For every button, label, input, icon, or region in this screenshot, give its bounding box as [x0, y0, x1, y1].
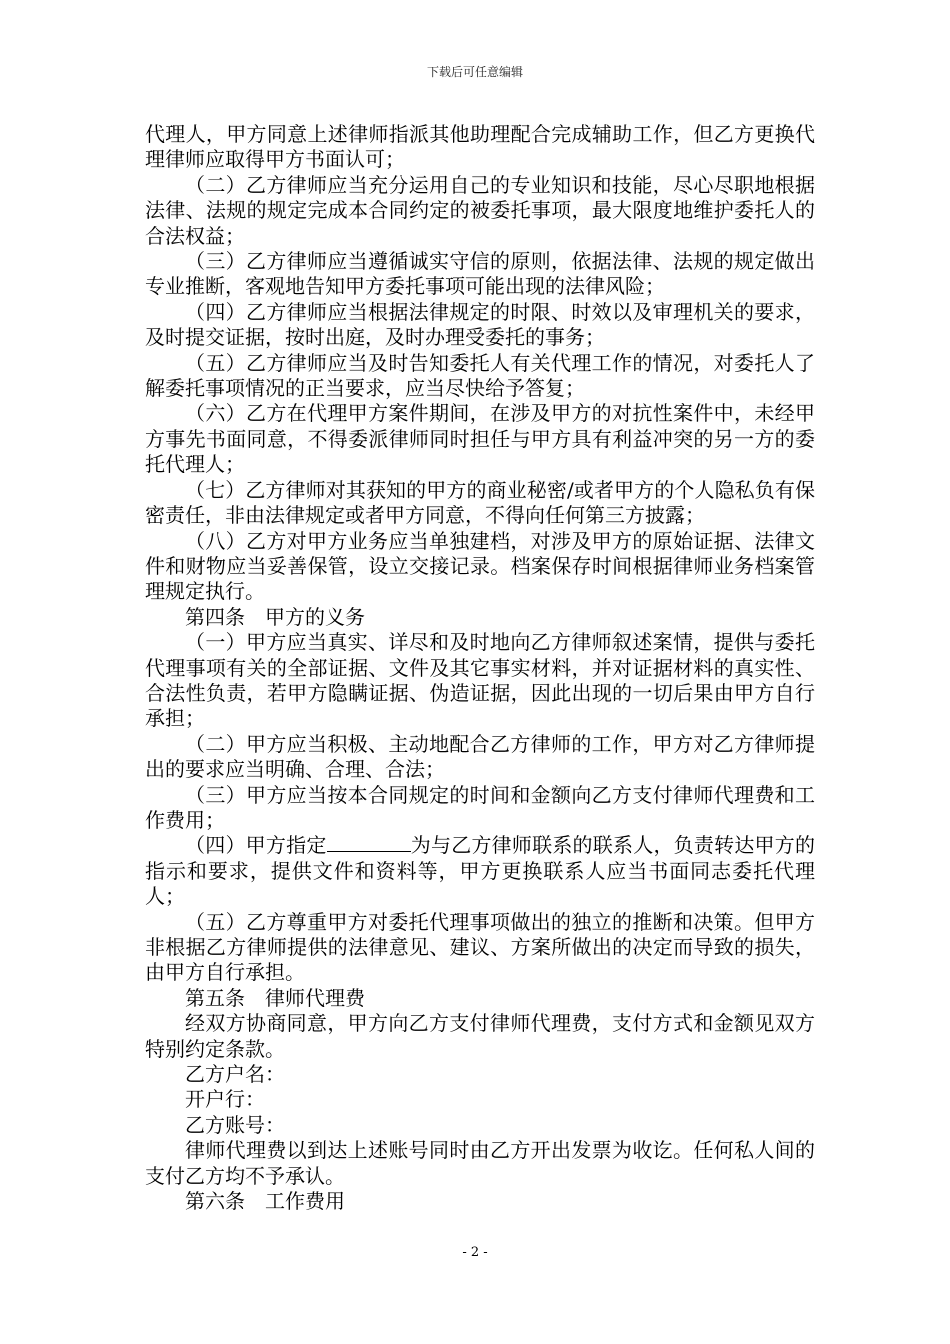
paragraph-clause-7: （七）乙方律师对其获知的甲方的商业秘密/或者甲方的个人隐私负有保密责任，非由法律规定或者甲方同意，不得向任何第三方披露；: [145, 477, 815, 528]
paragraph-continuation: 代理人，甲方同意上述律师指派其他助理配合完成辅助工作，但乙方更换代理律师应取得甲方书面认可；: [145, 122, 815, 172]
paragraph-clause-6: （六）乙方在代理甲方案件期间，在涉及甲方的对抗性案件中，未经甲方事先书面同意，不得委派律师同时担任与甲方具有利益冲突的另一方的委托代理人；: [145, 401, 815, 477]
paragraph-clause-3: （三）乙方律师应当遵循诚实守信的原则，依据法律、法规的规定做出专业推断，客观地告知甲方委托事项可能出现的法律风险；: [145, 249, 815, 299]
duty-4-rest-text: 为与乙方律师联系的联系人，负责转达甲方的指示和要求，提供文件和资料等，甲方更换联系人应当书面同志委托代理人；: [145, 833, 816, 909]
contact-person-blank: [327, 833, 411, 852]
article-6-heading: 第六条 工作费用: [185, 1189, 345, 1214]
paragraph-clause-5: （五）乙方律师应当及时告知委托人有关代理工作的情况，对委托人了解委托事项情况的正当要求，应当尽快给予答复；: [145, 350, 815, 401]
paragraph-duty-3: （三）甲方应当按本合同规定的时间和金额向乙方支付律师代理费和工作费用；: [145, 782, 815, 832]
paragraph-duty-1: （一）甲方应当真实、详尽和及时地向乙方律师叙述案情，提供与委托代理事项有关的全部证据、文件及其它事实材料，并对证据材料的真实性、合法性负责，若甲方隐瞒证据、伪造证据，因此出现的一切后果由甲方自行承担；: [145, 630, 815, 731]
article-5-heading: 第五条 律师代理费: [185, 985, 365, 1010]
paragraph-duty-5: （五）乙方尊重甲方对委托代理事项做出的独立的推断和决策。但甲方非根据乙方律师提供的法律意见、建议、方案所做出的决定而导致的损失，由甲方自行承担。: [145, 909, 815, 985]
paragraph-clause-8: （八）乙方对甲方业务应当单独建档，对涉及甲方的原始证据、法律文件和财物应当妥善保管，设立交接记录。档案保存时间根据律师业务档案管理规定执行。: [145, 528, 815, 604]
account-number-label: 乙方账号：: [185, 1112, 285, 1137]
paragraph-clause-4: （四）乙方律师应当根据法律规定的时限、时效以及审理机关的要求，及时提交证据，按时出庭，及时办理受委托的事务；: [145, 299, 815, 350]
page-header: 下载后可任意编辑: [426, 65, 523, 79]
paragraph-fee-receipt: 律师代理费以到达上述账号同时由乙方开出发票为收讫。任何私人间的支付乙方均不予承认。: [145, 1138, 815, 1188]
bank-label: 开户行：: [185, 1087, 265, 1112]
page-number: - 2 -: [462, 1245, 488, 1260]
account-name-label: 乙方户名：: [185, 1062, 285, 1087]
paragraph-clause-2: （二）乙方律师应当充分运用自己的专业知识和技能，尽心尽职地根据法律、法规的规定完成本合同约定的被委托事项，最大限度地维护委托人的合法权益；: [145, 172, 815, 248]
duty-4-lead-text: （四）甲方指定: [185, 833, 327, 858]
paragraph-fee-agreement: 经双方协商同意，甲方向乙方支付律师代理费，支付方式和金额见双方特别约定条款。: [145, 1011, 815, 1061]
paragraph-duty-2: （二）甲方应当积极、主动地配合乙方律师的工作，甲方对乙方律师提出的要求应当明确、合理、合法；: [145, 731, 815, 782]
paragraph-duty-4: [145, 833, 815, 909]
article-4-heading: 第四条 甲方的义务: [185, 604, 365, 629]
document-body: [145, 122, 815, 1214]
